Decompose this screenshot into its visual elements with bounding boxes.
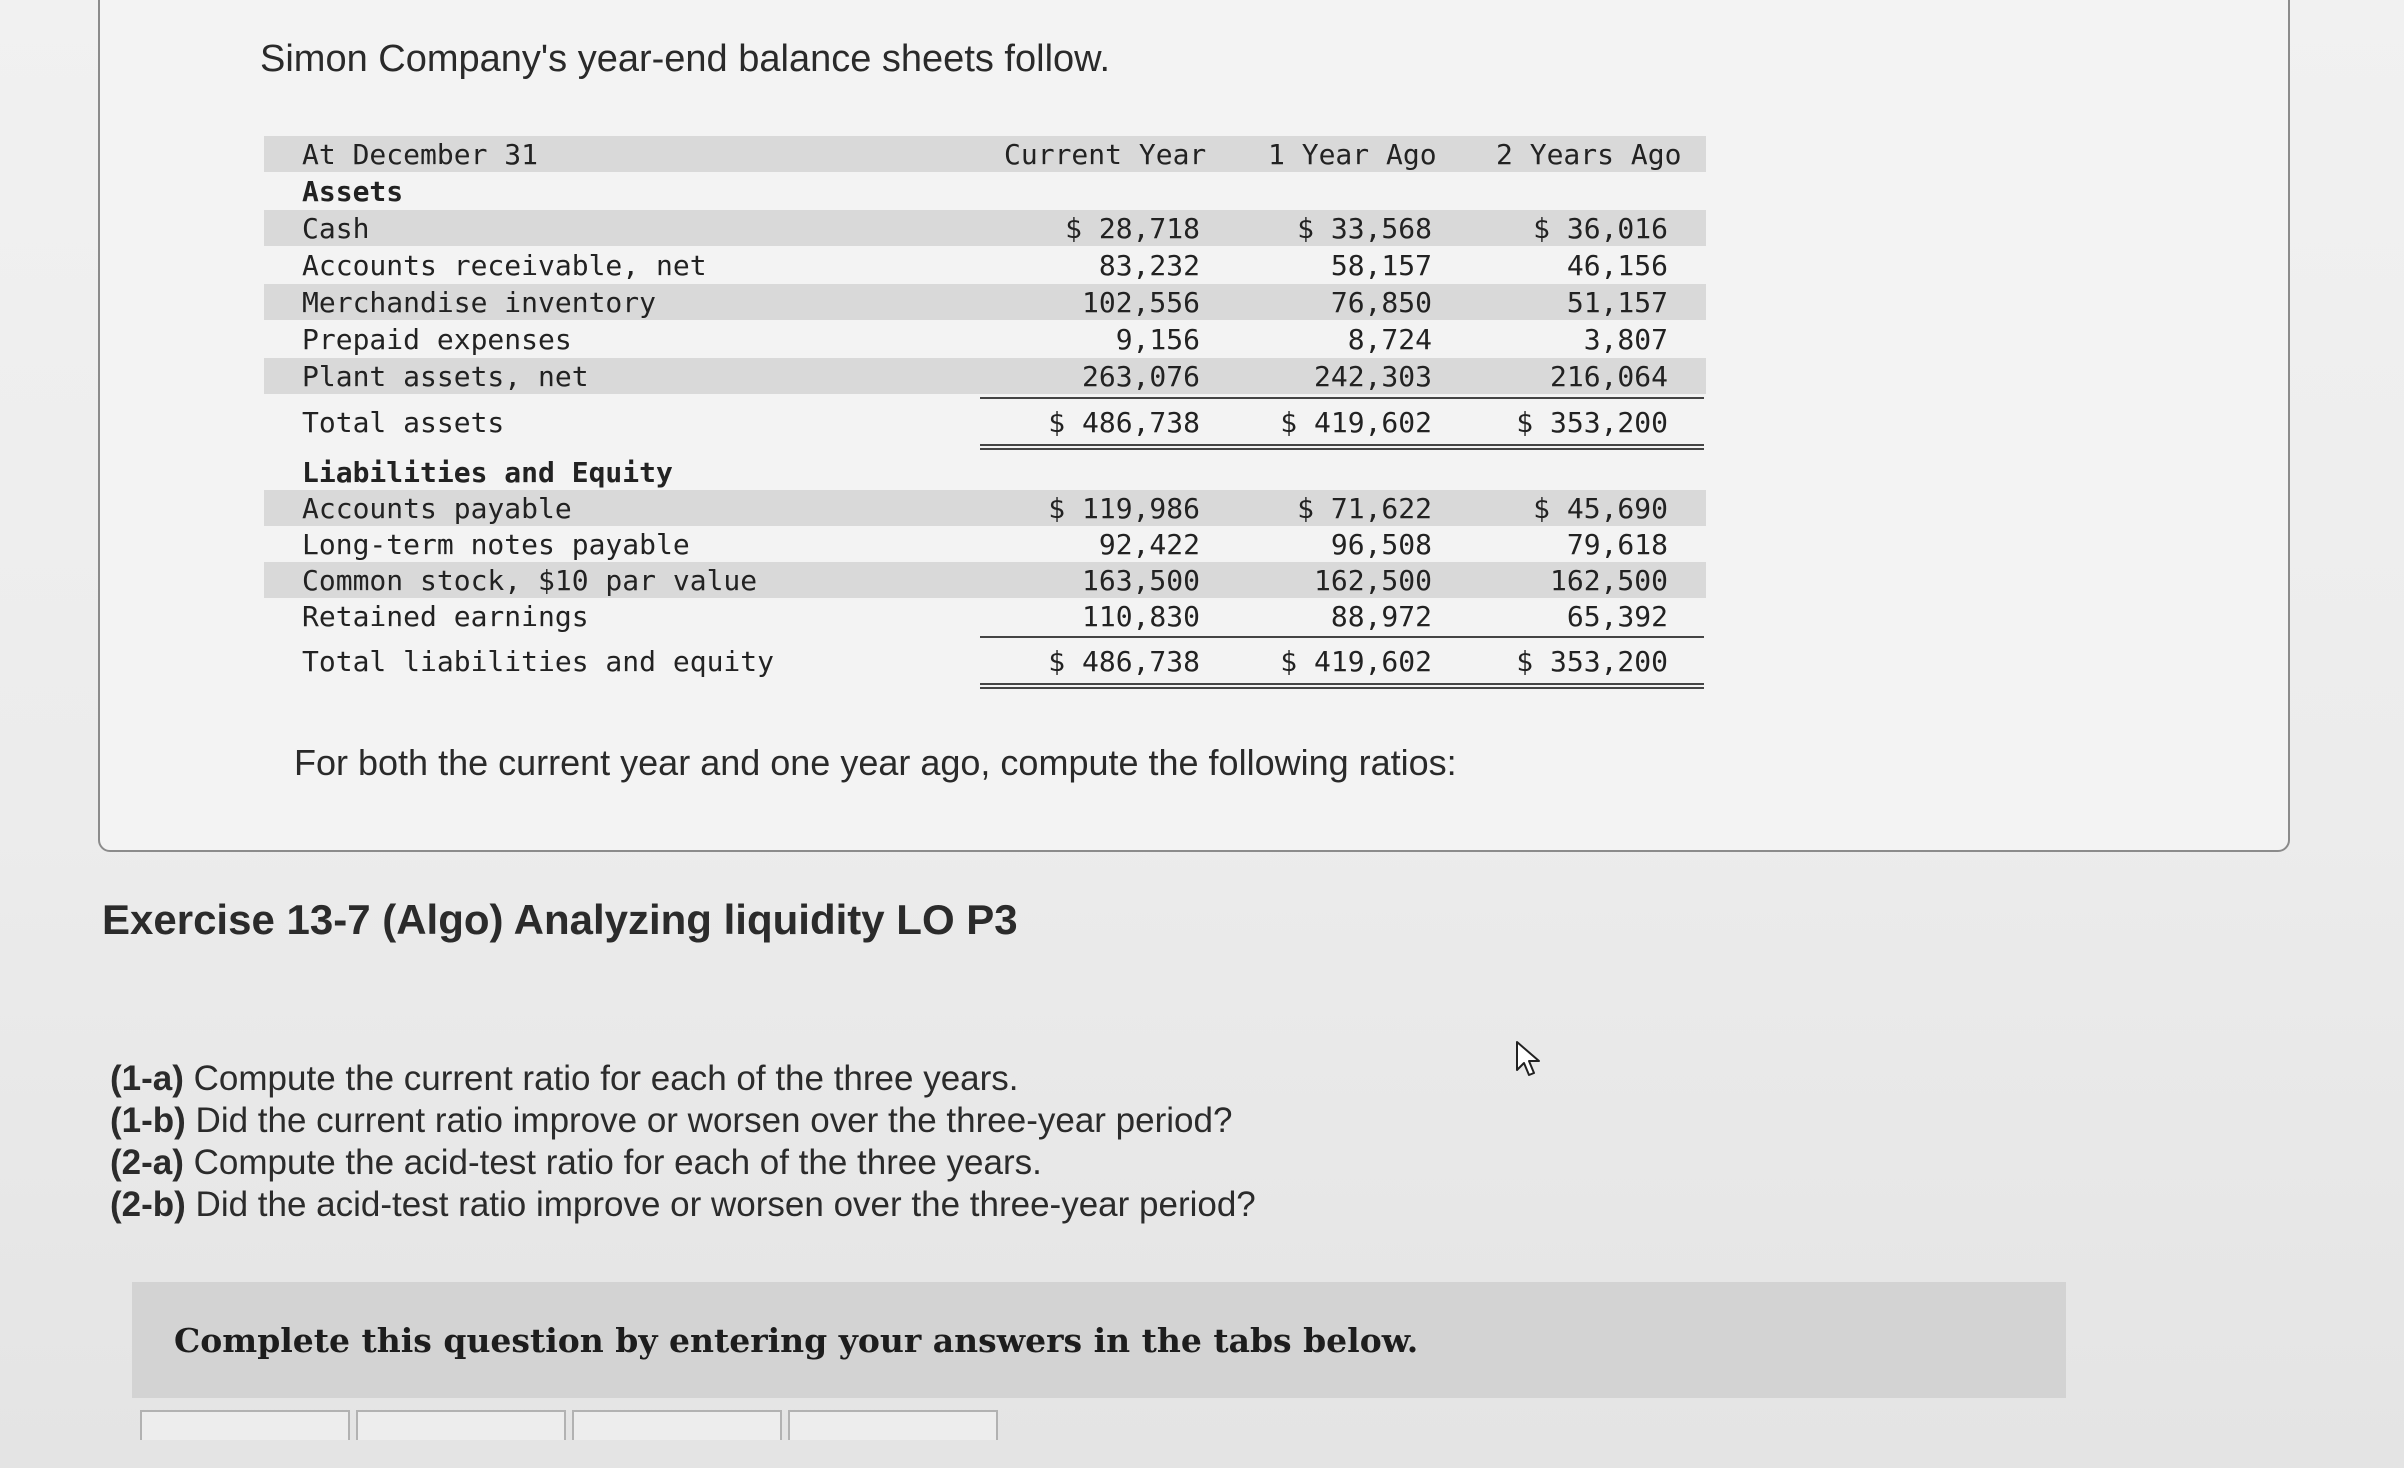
value-2-years-ago: 79,618 [1566, 527, 1668, 561]
value-2-years-ago: 162,500 [1549, 563, 1668, 597]
value-current-year: 92,422 [1098, 527, 1200, 561]
question-item [110, 1058, 1256, 1100]
banner-text: Complete this question by entering your answers in the tabs below. [174, 1320, 1419, 1360]
question-text: Compute the acid-test ratio for each of the three years. [193, 1143, 1042, 1182]
total-double-underline [980, 444, 1704, 450]
value-1-year-ago: $ 33,568 [1297, 211, 1432, 245]
exercise-title: Exercise 13-7 (Algo) Analyzing liquidity LO P3 [102, 896, 1018, 943]
header-1-year-ago: 1 Year Ago [1268, 137, 1437, 171]
value-2-years-ago: $ 36,016 [1533, 211, 1668, 245]
value-1-year-ago: 242,303 [1313, 359, 1432, 393]
value-2-years-ago: 216,064 [1549, 359, 1668, 393]
value-2-years-ago: $ 353,200 [1516, 405, 1668, 439]
total-double-underline [980, 683, 1704, 689]
question-tag: (2-a) [110, 1143, 184, 1182]
intro-text: Simon Company's year-end balance sheets follow. [260, 38, 1111, 80]
value-1-year-ago: 162,500 [1313, 563, 1432, 597]
table-row [264, 284, 1706, 320]
balance-sheet-panel [98, 0, 2290, 852]
answer-tabs [140, 1410, 998, 1440]
subtotal-underline [980, 636, 1704, 638]
row-label: Accounts receivable, net [302, 248, 707, 282]
value-current-year: 110,830 [1081, 599, 1200, 633]
row-label: Common stock, $10 par value [302, 563, 758, 597]
value-2-years-ago: 51,157 [1566, 285, 1668, 319]
value-1-year-ago: 96,508 [1330, 527, 1432, 561]
row-label: Accounts payable [302, 491, 572, 525]
tab-2[interactable] [356, 1410, 566, 1440]
value-current-year: 9,156 [1115, 322, 1200, 356]
value-2-years-ago: $ 45,690 [1533, 491, 1668, 525]
tab-3[interactable] [572, 1410, 782, 1440]
liabilities-heading: Liabilities and Equity [302, 455, 673, 489]
assets-heading-row [264, 173, 1706, 209]
table-header-row [264, 136, 1706, 172]
row-label: Long-term notes payable [302, 527, 690, 561]
total-assets-row [264, 404, 1706, 440]
question-text: Compute the current ratio for each of the three years. [193, 1059, 1019, 1098]
row-label: Cash [302, 211, 370, 245]
value-2-years-ago: 46,156 [1566, 248, 1668, 282]
value-current-year: $ 119,986 [1048, 491, 1200, 525]
value-current-year: 102,556 [1081, 285, 1200, 319]
value-1-year-ago: 8,724 [1347, 322, 1432, 356]
value-2-years-ago: $ 353,200 [1516, 644, 1668, 678]
table-row [264, 562, 1706, 598]
header-2-years-ago: 2 Years Ago [1496, 137, 1682, 171]
instructions-banner [132, 1282, 2066, 1398]
table-row [264, 598, 1706, 634]
value-current-year: 163,500 [1081, 563, 1200, 597]
value-current-year: 263,076 [1081, 359, 1200, 393]
question-item [110, 1100, 1256, 1142]
question-text: Did the acid-test ratio improve or worsen over the three-year period? [195, 1185, 1256, 1224]
table-row [264, 526, 1706, 562]
tab-1[interactable] [140, 1410, 350, 1440]
row-label: Plant assets, net [302, 359, 589, 393]
value-2-years-ago: 65,392 [1566, 599, 1668, 633]
row-label: Total assets [302, 405, 505, 439]
assets-heading: Assets [302, 174, 404, 208]
table-row [264, 358, 1706, 394]
value-current-year: 83,232 [1098, 248, 1200, 282]
value-1-year-ago: 76,850 [1330, 285, 1432, 319]
question-item [110, 1142, 1256, 1184]
value-1-year-ago: $ 419,602 [1280, 644, 1432, 678]
header-current-year: Current Year [1004, 137, 1207, 171]
row-label: Total liabilities and equity [302, 644, 775, 678]
value-1-year-ago: $ 419,602 [1280, 405, 1432, 439]
header-label: At December 31 [302, 137, 539, 171]
question-text: Did the current ratio improve or worsen over the three-year period? [195, 1101, 1233, 1140]
value-current-year: $ 28,718 [1065, 211, 1200, 245]
value-2-years-ago: 3,807 [1583, 322, 1668, 356]
tab-4[interactable] [788, 1410, 998, 1440]
question-item [110, 1184, 1256, 1226]
value-1-year-ago: 88,972 [1330, 599, 1432, 633]
value-current-year: $ 486,738 [1048, 405, 1200, 439]
question-tag: (1-b) [110, 1101, 186, 1140]
question-list [110, 1058, 1256, 1226]
question-tag: (1-a) [110, 1059, 184, 1098]
table-row [264, 321, 1706, 357]
value-1-year-ago: 58,157 [1330, 248, 1432, 282]
liabilities-heading-row [264, 454, 1706, 490]
table-row [264, 247, 1706, 283]
question-tag: (2-b) [110, 1185, 186, 1224]
mouse-pointer-icon [1514, 1040, 1542, 1078]
total-liabilities-row [264, 643, 1706, 679]
table-row [264, 490, 1706, 526]
instruction-text: For both the current year and one year ago, compute the following ratios: [294, 742, 1457, 783]
value-1-year-ago: $ 71,622 [1297, 491, 1432, 525]
subtotal-underline [980, 397, 1704, 399]
value-current-year: $ 486,738 [1048, 644, 1200, 678]
table-row [264, 210, 1706, 246]
row-label: Merchandise inventory [302, 285, 657, 319]
row-label: Retained earnings [302, 599, 589, 633]
row-label: Prepaid expenses [302, 322, 572, 356]
